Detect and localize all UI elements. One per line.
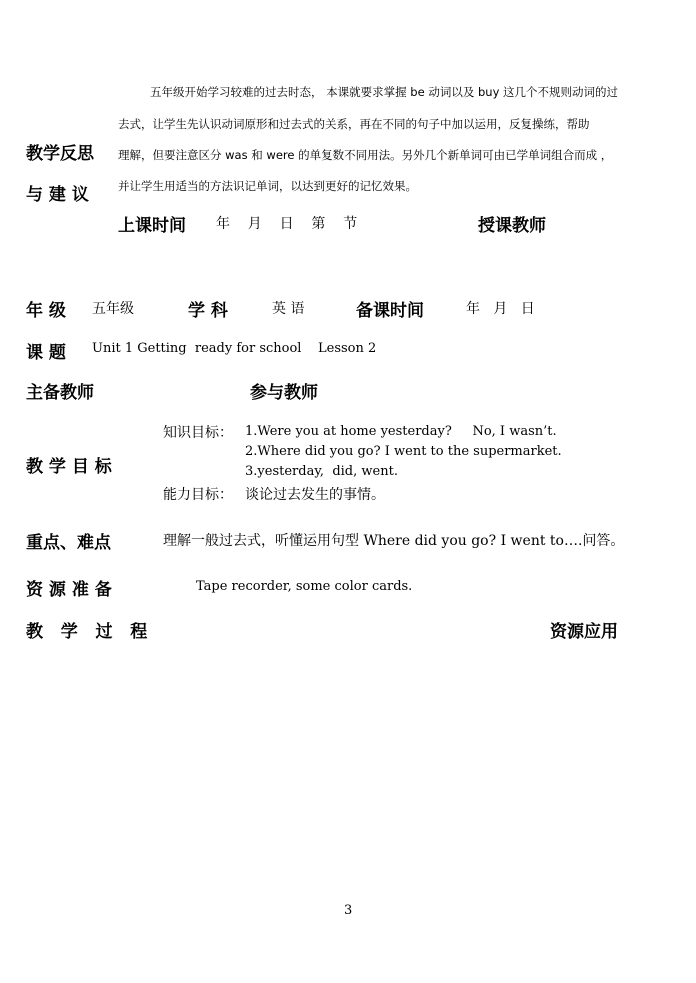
- class-time-label: 上课时间: [118, 216, 186, 236]
- knowledge-objective-item-2: 2.Where did you go? I went to the supermarket.: [245, 444, 562, 459]
- topic-value: Unit 1 Getting ready for school Lesson 2: [92, 341, 377, 356]
- resources-label: 资 源 准 备: [26, 580, 112, 600]
- ability-objective-value: 谈论过去发生的事情。: [245, 487, 385, 503]
- prep-time-label: 备课时间: [356, 301, 424, 321]
- knowledge-objective-label: 知识目标：: [163, 425, 233, 441]
- participant-teacher-label: 参与教师: [250, 383, 318, 403]
- topic-label: 课 题: [26, 343, 66, 363]
- grade-value: 五年级: [92, 301, 134, 317]
- prep-time-date: 年 月 日: [466, 301, 535, 317]
- subject-value: 英 语: [272, 301, 305, 317]
- reflection-line-2: 去式，让学生先认识动词原形和过去式的关系，再在不同的句子中加以运用，反复操练，帮助: [118, 117, 590, 131]
- knowledge-objective-item-3: 3.yesterday, did, went.: [245, 464, 398, 479]
- reflection-line-1: 五年级开始学习较难的过去时态， 本课就要求掌握 be 动词以及 buy 这几个不规则动词的过: [150, 85, 619, 99]
- page-number: 3: [344, 903, 353, 918]
- key-points-value: 理解一般过去式，听懂运用句型 Where did you go? I went to….问答。: [163, 533, 625, 549]
- ability-objective-label: 能力目标：: [163, 487, 233, 503]
- knowledge-objective-item-1: 1.Were you at home yesterday? No, I wasn’t.: [245, 424, 557, 439]
- reflection-label-line-2: 与 建 议: [26, 185, 89, 205]
- resources-value: Tape recorder, some color cards.: [196, 579, 413, 594]
- key-points-label: 重点、难点: [26, 533, 111, 553]
- subject-label: 学 科: [188, 301, 228, 321]
- reflection-label-line-1: 教学反思: [26, 144, 94, 164]
- class-time-parts: 年 月 日 第 节: [216, 216, 358, 232]
- reflection-line-3: 理解，但要注意区分 was 和 were 的单复数不同用法。另外几个新单词可由已学单词组合而成 ，: [118, 148, 613, 162]
- objectives-label: 教 学 目 标: [26, 457, 112, 477]
- resource-application-label: 资源应用: [550, 622, 618, 642]
- teaching-process-label: 教 学 过 程: [26, 622, 148, 642]
- grade-label: 年 级: [26, 301, 66, 321]
- reflection-line-4: 并让学生用适当的方法识记单词，以达到更好的记忆效果。: [118, 179, 417, 193]
- class-teacher-label: 授课教师: [478, 216, 546, 236]
- main-teacher-label: 主备教师: [26, 383, 94, 403]
